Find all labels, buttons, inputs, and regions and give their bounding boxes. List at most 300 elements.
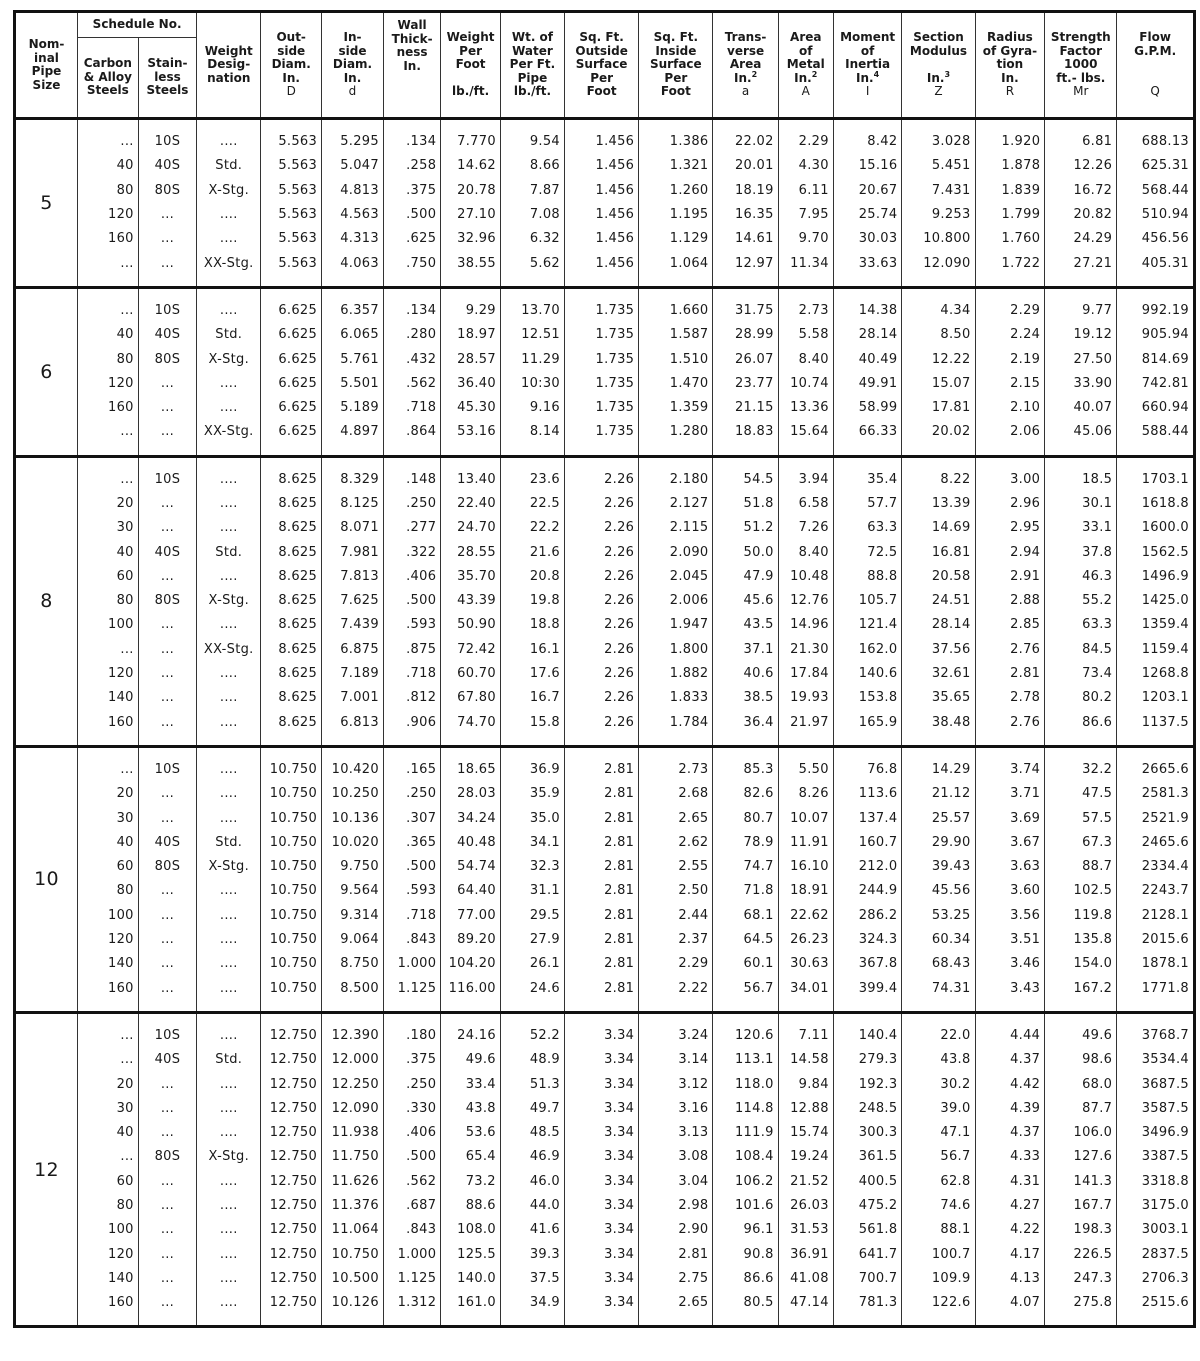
pipe-size-section (15, 287, 1195, 456)
spacer-cell (383, 276, 440, 288)
sqft-inside-cell: 2.65 (639, 806, 713, 830)
weight-designation-cell: .... (197, 782, 261, 806)
carbon-alloy-schedule-cell: 60 (77, 565, 138, 589)
moment-of-inertia-cell: 244.9 (833, 879, 902, 903)
header-text: inal (34, 50, 59, 65)
spacer-cell (639, 1315, 713, 1327)
header-text: Section (913, 30, 964, 45)
spacer-cell (383, 1001, 440, 1013)
header-text: Foot (455, 57, 486, 72)
table-row (15, 420, 1195, 444)
spacer-cell (975, 1315, 1045, 1327)
sqft-inside-cell: 3.04 (639, 1170, 713, 1194)
weight-per-foot-cell: 53.16 (441, 420, 501, 444)
moment-of-inertia-cell: 105.7 (833, 589, 902, 613)
sqft-inside-cell: 3.12 (639, 1072, 713, 1096)
sqft-outside-cell: 3.34 (565, 1242, 639, 1266)
carbon-alloy-schedule-cell: 140 (77, 952, 138, 976)
moment-of-inertia-cell: 212.0 (833, 855, 902, 879)
outside-diameter-cell: 12.750 (261, 1291, 322, 1315)
nominal-pipe-size-cell: 5 (15, 119, 78, 288)
strength-factor-cell: 20.82 (1045, 203, 1117, 227)
spacer-cell (500, 276, 564, 288)
strength-factor-cell: 37.8 (1045, 540, 1117, 564)
carbon-alloy-schedule-cell: 80 (77, 589, 138, 613)
nominal-pipe-size-cell: 12 (15, 1012, 78, 1327)
section-modulus-cell: 21.12 (902, 782, 975, 806)
header-text: Foot (586, 84, 617, 99)
spacer-cell (713, 746, 778, 758)
transverse-area-cell: 18.83 (713, 420, 778, 444)
spacer-cell (713, 276, 778, 288)
weight-per-foot-cell: 140.0 (441, 1267, 501, 1291)
carbon-alloy-schedule-cell: 160 (77, 977, 138, 1001)
stainless-schedule-cell: ... (138, 1170, 197, 1194)
moment-of-inertia-cell: 192.3 (833, 1072, 902, 1096)
metal-area-cell: 19.93 (778, 686, 833, 710)
radius-of-gyration-cell: 1.722 (975, 251, 1045, 275)
sqft-inside-cell: 1.587 (639, 323, 713, 347)
stainless-schedule-cell: ... (138, 1194, 197, 1218)
section-modulus-cell: 8.22 (902, 468, 975, 492)
spacer-cell (77, 1315, 138, 1327)
spacer-cell (500, 287, 564, 299)
metal-area-cell: 6.58 (778, 492, 833, 516)
table-row (15, 662, 1195, 686)
table-row (15, 347, 1195, 371)
outside-diameter-cell: 12.750 (261, 1218, 322, 1242)
weight-designation-cell: .... (197, 686, 261, 710)
transverse-area-cell: 21.15 (713, 396, 778, 420)
moment-of-inertia-cell: 33.63 (833, 251, 902, 275)
strength-factor-cell: 135.8 (1045, 928, 1117, 952)
outside-diameter-cell: 12.750 (261, 1097, 322, 1121)
table-row (15, 855, 1195, 879)
strength-factor-cell: 27.50 (1045, 347, 1117, 371)
weight-per-foot-cell: 28.03 (441, 782, 501, 806)
stainless-schedule-cell: ... (138, 1218, 197, 1242)
metal-area-cell: 34.01 (778, 977, 833, 1001)
header-weight-designation (197, 12, 261, 119)
spacer-cell (1117, 735, 1195, 747)
section-modulus-cell: 7.431 (902, 179, 975, 203)
flow-gpm-cell: 1600.0 (1117, 516, 1195, 540)
outside-diameter-cell: 8.625 (261, 516, 322, 540)
carbon-alloy-schedule-cell: 30 (77, 806, 138, 830)
inside-diameter-cell: 8.071 (322, 516, 384, 540)
transverse-area-cell: 45.6 (713, 589, 778, 613)
flow-gpm-cell: 2837.5 (1117, 1242, 1195, 1266)
metal-area-cell: 14.96 (778, 613, 833, 637)
transverse-area-cell: 47.9 (713, 565, 778, 589)
spacer-cell (639, 1012, 713, 1024)
carbon-alloy-schedule-cell: ... (77, 468, 138, 492)
water-weight-cell: 12.51 (500, 323, 564, 347)
spacer-cell (1045, 746, 1117, 758)
transverse-area-cell: 23.77 (713, 372, 778, 396)
strength-factor-cell: 68.0 (1045, 1072, 1117, 1096)
weight-per-foot-cell: 89.20 (441, 928, 501, 952)
spacer-cell (833, 287, 902, 299)
water-weight-cell: 10:30 (500, 372, 564, 396)
section-modulus-cell: 14.69 (902, 516, 975, 540)
flow-gpm-cell: 992.19 (1117, 299, 1195, 323)
moment-of-inertia-cell: 641.7 (833, 1242, 902, 1266)
inside-diameter-cell: 8.750 (322, 952, 384, 976)
moment-of-inertia-cell: 76.8 (833, 758, 902, 782)
weight-per-foot-cell: 88.6 (441, 1194, 501, 1218)
carbon-alloy-schedule-cell: ... (77, 251, 138, 275)
radius-of-gyration-cell: 2.15 (975, 372, 1045, 396)
inside-diameter-cell: 4.813 (322, 179, 384, 203)
weight-designation-cell: .... (197, 1072, 261, 1096)
sqft-outside-cell: 3.34 (565, 1170, 639, 1194)
spacer-cell (441, 1001, 501, 1013)
weight-designation-cell: .... (197, 1170, 261, 1194)
spacer-cell (778, 119, 833, 131)
sqft-inside-cell: 2.75 (639, 1267, 713, 1291)
weight-designation-cell: .... (197, 1097, 261, 1121)
weight-per-foot-cell: 20.78 (441, 179, 501, 203)
flow-gpm-cell: 2706.3 (1117, 1267, 1195, 1291)
strength-factor-cell: 67.3 (1045, 831, 1117, 855)
spacer-cell (261, 445, 322, 457)
header-symbol: A (801, 84, 810, 99)
moment-of-inertia-cell: 66.33 (833, 420, 902, 444)
header-text: tion (996, 57, 1024, 72)
section-modulus-cell: 37.56 (902, 638, 975, 662)
header-text: Moment (840, 30, 896, 45)
metal-area-cell: 8.40 (778, 347, 833, 371)
transverse-area-cell: 64.5 (713, 928, 778, 952)
weight-per-foot-cell: 18.97 (441, 323, 501, 347)
sqft-inside-cell: 1.260 (639, 179, 713, 203)
stainless-schedule-cell: ... (138, 1072, 197, 1096)
wall-thickness-cell: .406 (383, 1121, 440, 1145)
outside-diameter-cell: 12.750 (261, 1048, 322, 1072)
spacer-cell (197, 1001, 261, 1013)
strength-factor-cell: 24.29 (1045, 227, 1117, 251)
spacer-cell (713, 445, 778, 457)
section-modulus-cell: 38.48 (902, 711, 975, 735)
wall-thickness-cell: .562 (383, 1170, 440, 1194)
metal-area-cell: 36.91 (778, 1242, 833, 1266)
sqft-inside-cell: 2.81 (639, 1242, 713, 1266)
outside-diameter-cell: 5.563 (261, 203, 322, 227)
sqft-inside-cell: 1.510 (639, 347, 713, 371)
metal-area-cell: 13.36 (778, 396, 833, 420)
header-moment-of-inertia (833, 12, 902, 119)
spacer-cell (902, 119, 975, 131)
transverse-area-cell: 40.6 (713, 662, 778, 686)
stainless-schedule-cell: ... (138, 879, 197, 903)
header-text: Surface (650, 57, 702, 72)
radius-of-gyration-cell: 1.839 (975, 179, 1045, 203)
nominal-pipe-size-cell: 6 (15, 287, 78, 456)
strength-factor-cell: 18.5 (1045, 468, 1117, 492)
spacer-cell (322, 119, 384, 131)
sqft-inside-cell: 2.006 (639, 589, 713, 613)
sqft-inside-cell: 3.16 (639, 1097, 713, 1121)
flow-gpm-cell: 1771.8 (1117, 977, 1195, 1001)
weight-designation-cell: .... (197, 952, 261, 976)
spacer-cell (261, 456, 322, 468)
transverse-area-cell: 111.9 (713, 1121, 778, 1145)
flow-gpm-cell: 905.94 (1117, 323, 1195, 347)
sqft-inside-cell: 1.784 (639, 711, 713, 735)
header-text: lb./ft. (513, 84, 552, 99)
outside-diameter-cell: 6.625 (261, 299, 322, 323)
wall-thickness-cell: .365 (383, 831, 440, 855)
spacer-cell (778, 445, 833, 457)
metal-area-cell: 11.34 (778, 251, 833, 275)
header-text: 1000 (1064, 57, 1098, 72)
weight-per-foot-cell: 104.20 (441, 952, 501, 976)
outside-diameter-cell: 12.750 (261, 1194, 322, 1218)
section-spacer (15, 276, 1195, 288)
outside-diameter-cell: 12.750 (261, 1024, 322, 1048)
header-text: side (277, 43, 306, 58)
weight-per-foot-cell: 18.65 (441, 758, 501, 782)
wall-thickness-cell: .625 (383, 227, 440, 251)
moment-of-inertia-cell: 49.91 (833, 372, 902, 396)
header-text: Factor (1059, 43, 1103, 58)
strength-factor-cell: 46.3 (1045, 565, 1117, 589)
inside-diameter-cell: 6.875 (322, 638, 384, 662)
flow-gpm-cell: 2334.4 (1117, 855, 1195, 879)
transverse-area-cell: 51.8 (713, 492, 778, 516)
section-modulus-cell: 13.39 (902, 492, 975, 516)
spacer-cell (77, 119, 138, 131)
outside-diameter-cell: 5.563 (261, 251, 322, 275)
moment-of-inertia-cell: 57.7 (833, 492, 902, 516)
moment-of-inertia-cell: 300.3 (833, 1121, 902, 1145)
water-weight-cell: 24.6 (500, 977, 564, 1001)
table-row (15, 1097, 1195, 1121)
inside-diameter-cell: 6.065 (322, 323, 384, 347)
water-weight-cell: 41.6 (500, 1218, 564, 1242)
weight-designation-cell: XX-Stg. (197, 638, 261, 662)
spacer-cell (778, 735, 833, 747)
inside-diameter-cell: 8.329 (322, 468, 384, 492)
inside-diameter-cell: 5.047 (322, 154, 384, 178)
inside-diameter-cell: 11.064 (322, 1218, 384, 1242)
carbon-alloy-schedule-cell: 80 (77, 347, 138, 371)
wall-thickness-cell: .718 (383, 396, 440, 420)
spacer-cell (322, 1012, 384, 1024)
sqft-inside-cell: 3.13 (639, 1121, 713, 1145)
flow-gpm-cell: 814.69 (1117, 347, 1195, 371)
header-text: Water (512, 43, 553, 58)
strength-factor-cell: 40.07 (1045, 396, 1117, 420)
strength-factor-cell: 88.7 (1045, 855, 1117, 879)
spacer-cell (565, 735, 639, 747)
header-text: In. (926, 70, 945, 85)
pipe-size-section (15, 456, 1195, 746)
sqft-outside-cell: 3.34 (565, 1218, 639, 1242)
outside-diameter-cell: 5.563 (261, 154, 322, 178)
outside-diameter-cell: 12.750 (261, 1121, 322, 1145)
wall-thickness-cell: .134 (383, 130, 440, 154)
spacer-cell (500, 445, 564, 457)
sqft-inside-cell: 3.24 (639, 1024, 713, 1048)
stainless-schedule-cell: ... (138, 1242, 197, 1266)
sqft-inside-cell: 1.833 (639, 686, 713, 710)
radius-of-gyration-cell: 4.22 (975, 1218, 1045, 1242)
water-weight-cell: 16.1 (500, 638, 564, 662)
stainless-schedule-cell: 40S (138, 1048, 197, 1072)
carbon-alloy-schedule-cell: 60 (77, 1170, 138, 1194)
inside-diameter-cell: 12.390 (322, 1024, 384, 1048)
water-weight-cell: 31.1 (500, 879, 564, 903)
header-text: & Alloy (83, 69, 132, 84)
weight-designation-cell: .... (197, 758, 261, 782)
spacer-cell (1045, 445, 1117, 457)
spacer-cell (902, 287, 975, 299)
strength-factor-cell: 127.6 (1045, 1145, 1117, 1169)
transverse-area-cell: 113.1 (713, 1048, 778, 1072)
wall-thickness-cell: .718 (383, 904, 440, 928)
spacer-cell (1117, 456, 1195, 468)
spacer-cell (713, 1001, 778, 1013)
flow-gpm-cell: 3768.7 (1117, 1024, 1195, 1048)
strength-factor-cell: 33.90 (1045, 372, 1117, 396)
flow-gpm-cell: 1359.4 (1117, 613, 1195, 637)
metal-area-cell: 21.30 (778, 638, 833, 662)
inside-diameter-cell: 9.314 (322, 904, 384, 928)
section-spacer (15, 119, 1195, 131)
strength-factor-cell: 247.3 (1045, 1267, 1117, 1291)
header-text: In. (403, 58, 421, 73)
weight-per-foot-cell: 22.40 (441, 492, 501, 516)
moment-of-inertia-cell: 153.8 (833, 686, 902, 710)
carbon-alloy-schedule-cell: 160 (77, 227, 138, 251)
section-spacer (15, 1012, 1195, 1024)
strength-factor-cell: 57.5 (1045, 806, 1117, 830)
inside-diameter-cell: 6.813 (322, 711, 384, 735)
spacer-cell (833, 276, 902, 288)
header-text: In. (734, 70, 752, 85)
strength-factor-cell: 55.2 (1045, 589, 1117, 613)
table-row (15, 492, 1195, 516)
inside-diameter-cell: 11.938 (322, 1121, 384, 1145)
wall-thickness-cell: .307 (383, 806, 440, 830)
stainless-schedule-cell: ... (138, 1267, 197, 1291)
header-symbol: D (286, 84, 296, 99)
flow-gpm-cell: 568.44 (1117, 179, 1195, 203)
header-sqft-inside (639, 12, 713, 119)
flow-gpm-cell: 2465.6 (1117, 831, 1195, 855)
header-text: In. (856, 70, 874, 85)
wall-thickness-cell: .843 (383, 928, 440, 952)
weight-per-foot-cell: 7.770 (441, 130, 501, 154)
carbon-alloy-schedule-cell: ... (77, 1024, 138, 1048)
sqft-inside-cell: 3.14 (639, 1048, 713, 1072)
spacer-cell (322, 746, 384, 758)
moment-of-inertia-cell: 113.6 (833, 782, 902, 806)
flow-gpm-cell: 1878.1 (1117, 952, 1195, 976)
flow-gpm-cell: 742.81 (1117, 372, 1195, 396)
header-text: Metal (786, 57, 825, 72)
header-radius-of-gyration (975, 12, 1045, 119)
section-modulus-cell: 3.028 (902, 130, 975, 154)
header-text: less (154, 69, 181, 84)
section-modulus-cell: 47.1 (902, 1121, 975, 1145)
section-modulus-cell: 122.6 (902, 1291, 975, 1315)
section-modulus-cell: 43.8 (902, 1048, 975, 1072)
spacer-cell (565, 276, 639, 288)
header-text: Per Ft. (509, 57, 556, 72)
strength-factor-cell: 9.77 (1045, 299, 1117, 323)
moment-of-inertia-cell: 279.3 (833, 1048, 902, 1072)
metal-area-cell: 30.63 (778, 952, 833, 976)
outside-diameter-cell: 10.750 (261, 904, 322, 928)
water-weight-cell: 19.8 (500, 589, 564, 613)
wall-thickness-cell: .375 (383, 179, 440, 203)
header-text: Inertia (845, 57, 891, 72)
sqft-outside-cell: 2.81 (565, 977, 639, 1001)
spacer-cell (833, 746, 902, 758)
transverse-area-cell: 28.99 (713, 323, 778, 347)
wall-thickness-cell: .250 (383, 782, 440, 806)
inside-diameter-cell: 11.376 (322, 1194, 384, 1218)
radius-of-gyration-cell: 2.85 (975, 613, 1045, 637)
transverse-area-cell: 22.02 (713, 130, 778, 154)
flow-gpm-cell: 3003.1 (1117, 1218, 1195, 1242)
carbon-alloy-schedule-cell: 80 (77, 879, 138, 903)
radius-of-gyration-cell: 4.17 (975, 1242, 1045, 1266)
wall-thickness-cell: .134 (383, 299, 440, 323)
spacer-cell (639, 456, 713, 468)
moment-of-inertia-cell: 160.7 (833, 831, 902, 855)
metal-area-cell: 10.74 (778, 372, 833, 396)
section-modulus-cell: 28.14 (902, 613, 975, 637)
table-row (15, 879, 1195, 903)
weight-designation-cell: .... (197, 1242, 261, 1266)
transverse-area-cell: 114.8 (713, 1097, 778, 1121)
spacer-cell (833, 1001, 902, 1013)
flow-gpm-cell: 2015.6 (1117, 928, 1195, 952)
spacer-cell (138, 1012, 197, 1024)
outside-diameter-cell: 8.625 (261, 468, 322, 492)
outside-diameter-cell: 8.625 (261, 613, 322, 637)
spacer-cell (500, 119, 564, 131)
stainless-schedule-cell: ... (138, 952, 197, 976)
table-row (15, 396, 1195, 420)
wall-thickness-cell: .812 (383, 686, 440, 710)
header-transverse-area (713, 12, 778, 119)
spacer-cell (77, 735, 138, 747)
flow-gpm-cell: 405.31 (1117, 251, 1195, 275)
spacer-cell (975, 456, 1045, 468)
stainless-schedule-cell: ... (138, 420, 197, 444)
spacer-cell (778, 1001, 833, 1013)
spacer-cell (565, 1012, 639, 1024)
table-row (15, 1145, 1195, 1169)
header-text: Weight (204, 43, 253, 58)
spacer-cell (1045, 1012, 1117, 1024)
inside-diameter-cell: 7.001 (322, 686, 384, 710)
radius-of-gyration-cell: 4.07 (975, 1291, 1045, 1315)
header-text: Carbon (83, 56, 132, 71)
spacer-cell (77, 287, 138, 299)
section-modulus-cell: 74.6 (902, 1194, 975, 1218)
transverse-area-cell: 20.01 (713, 154, 778, 178)
spacer-cell (322, 1315, 384, 1327)
stainless-schedule-cell: ... (138, 638, 197, 662)
transverse-area-cell: 14.61 (713, 227, 778, 251)
stainless-schedule-cell: ... (138, 1291, 197, 1315)
